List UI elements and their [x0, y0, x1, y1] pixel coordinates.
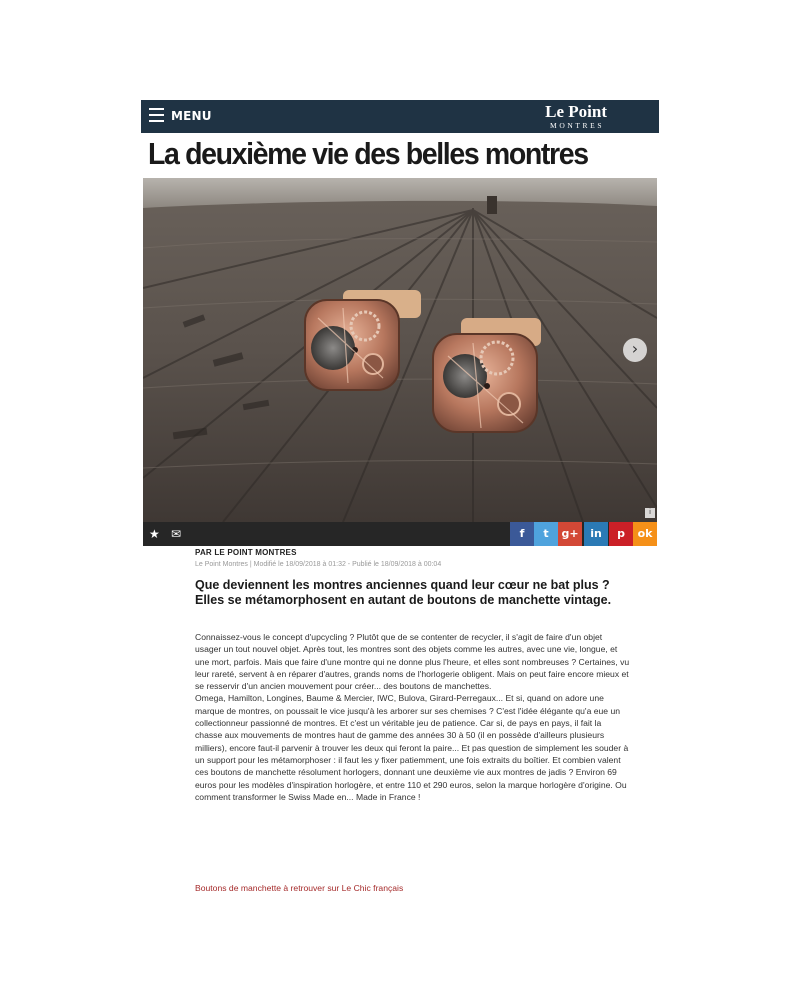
- googleplus-share-icon[interactable]: g+: [558, 522, 582, 546]
- brand-name: Le Point: [545, 102, 607, 121]
- hamburger-menu-icon[interactable]: [149, 108, 164, 124]
- article-paragraph: Omega, Hamilton, Longines, Baume & Mercier, IWC, Bulova, Girard-Perregaux... Et si, quand on adore une marque de montres, on poussait le vice jusqu'à les arborer sur ses chemises ? C'est l'idée élégante qu'a eue un collectionneur passionné de montres. Et c'est un véritable jeu de patience. Car si, de pays en pays, il fait la chasse aux mouvements de montres haut de gamme des années 30 à 50 (il en possède d'ailleurs plusieurs milliers), encore faut-il parvenir à trouver les deux qui feront la paire... Et pas question de simplement les souder à un support pour les métamorphoser : il faut les y fixer patiemment, une fois extraits du boîtier. Et combien valent ces boutons de manchette résolument horlogers, donnant une deuxième vie aux montres de jadis ? Environ 69 euros pour les modèles d'inspiration horlogère, et entre 110 et 290 euros, selon la marque horlogère d'origine. Ou comment transformer le Swiss Made en... Made in France !: [195, 693, 629, 802]
- menu-button[interactable]: MENU: [171, 109, 212, 123]
- pinterest-share-icon[interactable]: p: [609, 522, 633, 546]
- odnoklassniki-share-icon[interactable]: ok: [633, 522, 657, 546]
- article-lead: Que deviennent les montres anciennes quand leur cœur ne bat plus ? Elles se métamorphosent en autant de boutons de manchette vintage.: [195, 578, 612, 607]
- top-nav-bar: [141, 100, 659, 133]
- image-info-icon[interactable]: i: [645, 508, 655, 518]
- brand-logo[interactable]: [545, 103, 607, 130]
- facebook-share-icon[interactable]: f: [510, 522, 534, 546]
- hero-image-cufflinks[interactable]: [143, 178, 657, 522]
- brand-section: MONTRES: [550, 121, 605, 130]
- article-body: [195, 631, 630, 803]
- article-meta: Le Point Montres | Modifié le 18/09/2018 à 01:32 - Publié le 18/09/2018 à 00:04: [195, 561, 442, 568]
- linkedin-share-icon[interactable]: in: [584, 522, 608, 546]
- share-bar: [143, 522, 657, 546]
- favorite-star-icon[interactable]: ★: [149, 527, 160, 541]
- article-title: La deuxième vie des belles montres: [148, 136, 588, 171]
- twitter-share-icon[interactable]: t: [534, 522, 558, 546]
- article-paragraph: Connaissez-vous le concept d'upcycling ? Plutôt que de se contenter de recycler, il s'agit de faire d'un objet usager un tout nouvel objet. Après tout, les montres sont des objets comme les autres, avec une vie, longue, et une mort, parfois. Mais que faire d'une montre qui ne donne plus l'heure, et elles sont nombreuses ? Certaines, vu leur rareté, servent à en réparer d'autres, grands noms de l'horlogerie obligent. Mais on peut faire encore mieux et se resservir d'un ancien mouvement pour créer... des boutons de manchettes.: [195, 632, 630, 692]
- retailer-link[interactable]: Boutons de manchette à retrouver sur Le Chic français: [195, 883, 404, 893]
- slider-next-button[interactable]: ›: [623, 338, 647, 362]
- article-byline[interactable]: PAR LE POINT MONTRES: [195, 548, 297, 557]
- cufflinks-photo: [143, 178, 657, 522]
- email-share-icon[interactable]: ✉: [171, 527, 182, 541]
